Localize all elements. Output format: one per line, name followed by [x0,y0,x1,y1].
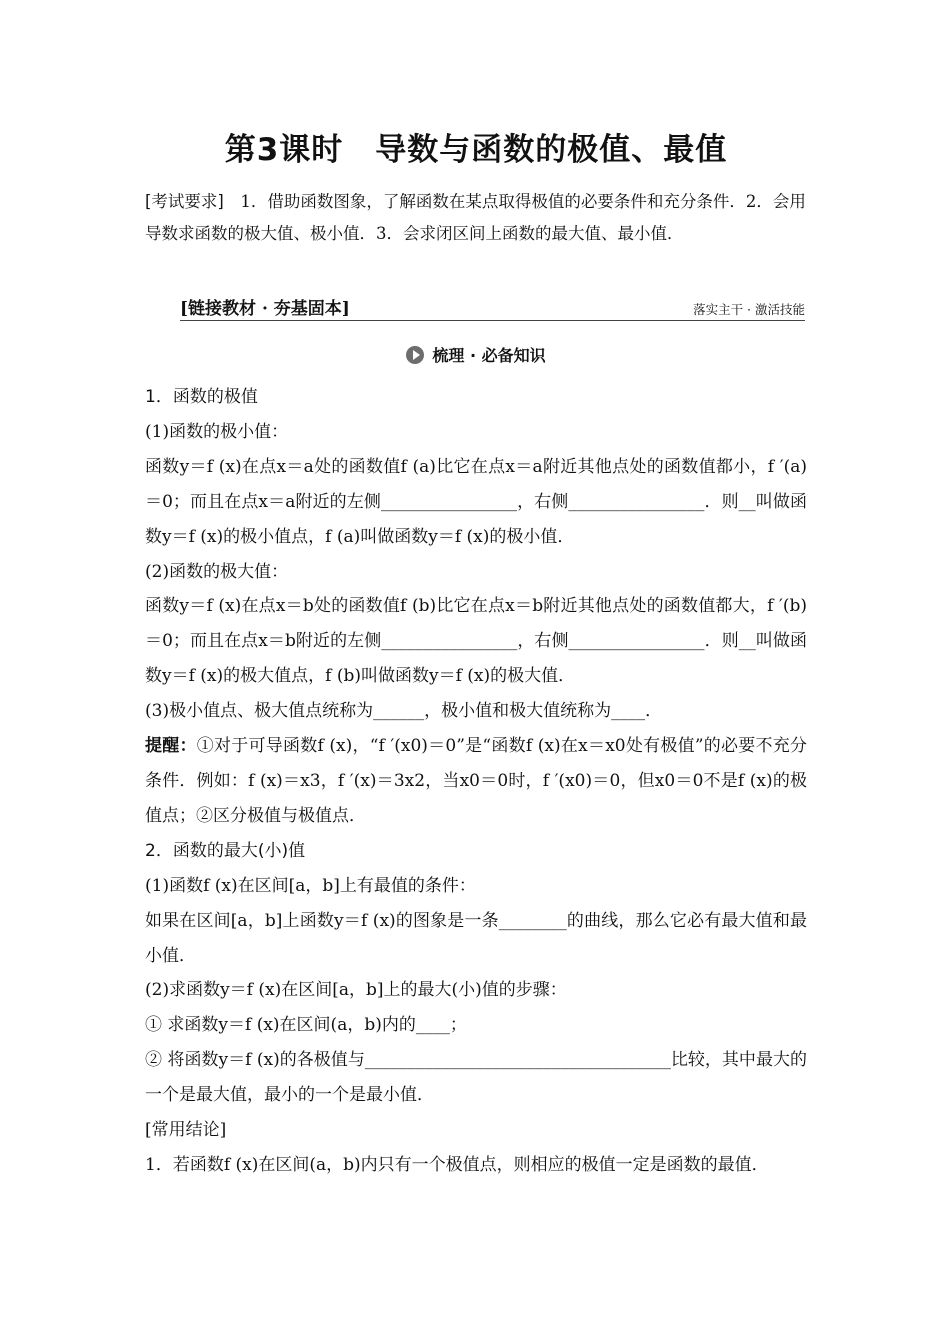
paragraph: [常用结论] [145,1120,227,1141]
paragraph: ① 求函数y＝f (x)在区间(a，b)内的____； [145,1015,467,1036]
section-subheading [145,343,807,366]
paragraph: 1．若函数f (x)在区间(a，b)内只有一个极值点，则相应的极值一定是函数的最值． [145,1154,769,1175]
paragraph: ② 将函数y＝f (x)的各极值与____________________________________比较，其中最大的一个是最大值，最小的一个是最小值． [145,1050,807,1106]
paragraph: (1)函数f (x)在区间[a，b]上有最值的条件： [145,875,476,896]
tip-paragraph [145,729,807,834]
paragraph: (2)函数的极大值： [145,561,289,582]
paragraph: (1)函数的极小值： [145,421,289,442]
requirements-label: [考试要求] [145,192,224,211]
tip-label: 提醒： [145,736,197,757]
paragraph: 函数y＝f (x)在点x＝b处的函数值f (b)比它在点x＝b附近其他点处的函数值都大，f ′(b)＝0；而且在点x＝b附近的左侧________________，右侧________________．则__叫做函数y＝f (x)的极大值点，f (b)叫做函数y＝f (x)的极大值． [145,596,807,687]
banner-left-label: [链接教材 · 夯基固本] [180,299,350,319]
paragraph: (3)极小值点、极大值点统称为______，极小值和极大值统称为____． [145,701,663,722]
section-banner [180,294,805,321]
subheading-text: 梳理 · 必备知识 [432,346,546,365]
exam-requirements [145,186,807,250]
requirements-text: 1．借助函数图象，了解函数在某点取得极值的必要条件和充分条件．2．会用导数求函数的极大值、极小值．3．会求闭区间上函数的最大值、最小值． [145,192,806,243]
banner-right-label: 落实主干 · 激活技能 [693,302,805,317]
page-title: 第3课时 导数与函数的极值、最值 [224,132,728,168]
paragraph: 函数y＝f (x)在点x＝a处的函数值f (a)比它在点x＝a附近其他点处的函数值都小，f ′(a)＝0；而且在点x＝a附近的左侧________________，右侧________________．则__叫做函数y＝f (x)的极小值点，f (a)叫做函数y＝f (x)的极小值． [145,456,807,547]
section-heading: 1．函数的极值 [145,387,258,407]
paragraph: 如果在区间[a，b]上函数y＝f (x)的图象是一条________的曲线，那么它必有最大值和最小值． [145,910,807,966]
play-circle-icon [406,346,424,364]
tip-text: ①对于可导函数f (x)，“f ′(x0)＝0”是“函数f (x)在x＝x0处有极值”的必要不充分条件．例如：f (x)＝x3，f ′(x)＝3x2，当x0＝0时，f ′(x0)＝0，但x0＝0不是f (x)的极值点；②区分极值与极值点． [145,736,808,826]
document-body [145,380,807,1183]
paragraph: (2)求函数y＝f (x)在区间[a，b]上的最大(小)值的步骤： [145,980,567,1001]
section-heading: 2．函数的最大(小)值 [145,840,306,861]
